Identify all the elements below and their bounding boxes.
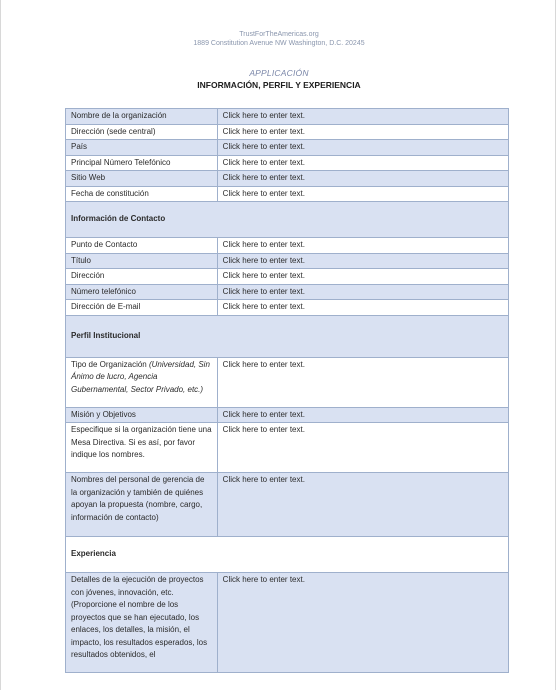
- input-board[interactable]: Click here to enter text.: [217, 423, 508, 473]
- section-profile: [66, 315, 509, 357]
- input-contact-point[interactable]: Click here to enter text.: [217, 238, 508, 254]
- row-contact-email: [66, 300, 509, 316]
- application-subtitle: INFORMACIÓN, PERFIL Y EXPERIENCIA: [197, 80, 361, 90]
- label-contact-address: Dirección: [66, 269, 218, 285]
- row-phone-main: [66, 155, 509, 171]
- label-website: Sitio Web: [66, 171, 218, 187]
- input-org-name[interactable]: Click here to enter text.: [217, 109, 508, 125]
- section-title-profile: Perfil Institucional: [66, 315, 509, 357]
- label-org-type: [66, 357, 218, 407]
- input-staff[interactable]: Click here to enter text.: [217, 473, 508, 537]
- row-contact-title: [66, 253, 509, 269]
- org-address: 1889 Constitution Avenue NW Washington, D.C. 20245: [193, 40, 365, 47]
- label-contact-title: Título: [66, 253, 218, 269]
- row-board: [66, 423, 509, 473]
- input-website[interactable]: Click here to enter text.: [217, 171, 508, 187]
- input-mission[interactable]: Click here to enter text.: [217, 407, 508, 423]
- input-country[interactable]: Click here to enter text.: [217, 140, 508, 156]
- input-phone-main[interactable]: Click here to enter text.: [217, 155, 508, 171]
- label-org-type-hint: (Universidad, Sin Ánimo de lucro, Agencia Gubernamental, Sector Privado, etc.): [71, 359, 210, 394]
- row-address-hq: [66, 124, 509, 140]
- org-url[interactable]: TrustForTheAmericas.org: [239, 31, 319, 38]
- input-founded[interactable]: Click here to enter text.: [217, 186, 508, 202]
- label-founded: Fecha de constitución: [66, 186, 218, 202]
- label-board: Especifique si la organización tiene una Mesa Directiva. Si es así, por favor indique los nombres.: [66, 423, 218, 473]
- row-contact-phone: [66, 284, 509, 300]
- row-country: [66, 140, 509, 156]
- label-phone-main: Principal Número Telefónico: [66, 155, 218, 171]
- input-contact-phone[interactable]: Click here to enter text.: [217, 284, 508, 300]
- section-title-experience: Experiencia: [66, 537, 509, 573]
- row-projects: [66, 573, 509, 673]
- section-title-contact: Información de Contacto: [66, 202, 509, 238]
- letterhead: [1, 30, 556, 48]
- input-org-type[interactable]: Click here to enter text.: [217, 357, 508, 407]
- label-contact-phone: Número telefónico: [66, 284, 218, 300]
- label-staff: Nombres del personal de gerencia de la organización y también de quiénes apoyan la propuesta (nombre, cargo, información de contacto): [66, 473, 218, 537]
- input-projects[interactable]: Click here to enter text.: [217, 573, 508, 673]
- row-contact-point: [66, 238, 509, 254]
- row-org-type: [66, 357, 509, 407]
- label-country: País: [66, 140, 218, 156]
- input-address-hq[interactable]: Click here to enter text.: [217, 124, 508, 140]
- label-contact-point: Punto de Contacto: [66, 238, 218, 254]
- input-contact-email[interactable]: Click here to enter text.: [217, 300, 508, 316]
- label-contact-email: Dirección de E-mail: [66, 300, 218, 316]
- label-mission: Misión y Objetivos: [66, 407, 218, 423]
- section-experience: [66, 537, 509, 573]
- row-staff: [66, 473, 509, 537]
- input-contact-address[interactable]: Click here to enter text.: [217, 269, 508, 285]
- row-website: [66, 171, 509, 187]
- row-org-name: [66, 109, 509, 125]
- label-org-type-text: Tipo de Organización: [71, 359, 147, 369]
- row-founded: [66, 186, 509, 202]
- row-mission: [66, 407, 509, 423]
- section-contact: [66, 202, 509, 238]
- label-address-hq: Dirección (sede central): [66, 124, 218, 140]
- label-projects: Detalles de la ejecución de proyectos con jóvenes, innovación, etc. (Proporcione el nombre de los proyectos que se han ejecutado, los enlaces, los detalles, la misión, el impacto, los resultados esperados, los resultados obtenidos, el: [66, 573, 218, 673]
- label-org-name: Nombre de la organización: [66, 109, 218, 125]
- row-contact-address: [66, 269, 509, 285]
- application-title: APPLICACIÓN: [249, 68, 309, 78]
- input-contact-title[interactable]: Click here to enter text.: [217, 253, 508, 269]
- application-form-table: [65, 108, 509, 673]
